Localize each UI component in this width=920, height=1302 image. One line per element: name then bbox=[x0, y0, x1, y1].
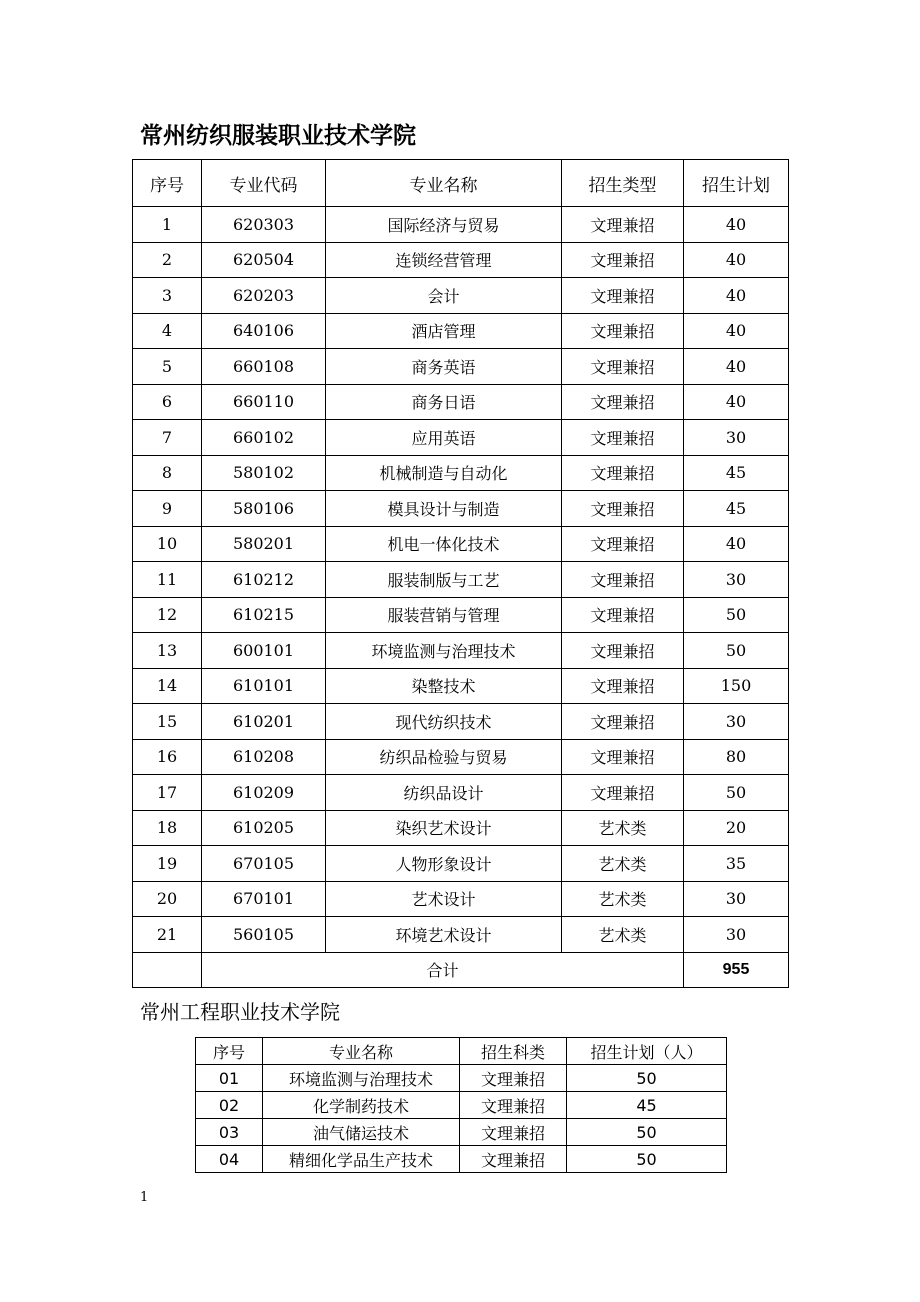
table-header-row bbox=[133, 160, 789, 207]
cell-type: 文理兼招 bbox=[562, 207, 684, 243]
cell-major: 现代纺织技术 bbox=[326, 704, 562, 740]
header-major: 专业名称 bbox=[263, 1038, 460, 1065]
cell-plan: 35 bbox=[684, 846, 789, 882]
cell-plan: 50 bbox=[684, 633, 789, 669]
cell-type: 文理兼招 bbox=[562, 597, 684, 633]
cell-major: 国际经济与贸易 bbox=[326, 207, 562, 243]
cell-code: 610101 bbox=[202, 668, 326, 704]
cell-type: 文理兼招 bbox=[562, 704, 684, 740]
header-index: 序号 bbox=[196, 1038, 263, 1065]
cell-index: 18 bbox=[133, 810, 202, 846]
header-major: 专业名称 bbox=[326, 160, 562, 207]
cell-type: 文理兼招 bbox=[562, 775, 684, 811]
cell-index: 3 bbox=[133, 278, 202, 314]
table-row bbox=[133, 491, 789, 527]
cell-index: 16 bbox=[133, 739, 202, 775]
cell-type: 文理兼招 bbox=[562, 455, 684, 491]
cell-plan: 45 bbox=[684, 491, 789, 527]
cell-major: 油气储运技术 bbox=[263, 1119, 460, 1146]
table-row bbox=[133, 242, 789, 278]
cell-major: 纺织品设计 bbox=[326, 775, 562, 811]
header-type: 招生类型 bbox=[562, 160, 684, 207]
cell-index: 2 bbox=[133, 242, 202, 278]
cell-major: 模具设计与制造 bbox=[326, 491, 562, 527]
cell-type: 文理兼招 bbox=[562, 668, 684, 704]
cell-type: 文理兼招 bbox=[562, 739, 684, 775]
cell-type: 文理兼招 bbox=[562, 384, 684, 420]
cell-code: 610205 bbox=[202, 810, 326, 846]
cell-major: 服装营销与管理 bbox=[326, 597, 562, 633]
cell-plan: 50 bbox=[567, 1146, 727, 1173]
cell-plan: 30 bbox=[684, 420, 789, 456]
cell-plan: 150 bbox=[684, 668, 789, 704]
section1-title: 常州纺织服装职业技术学院 bbox=[140, 123, 416, 149]
cell-code: 620504 bbox=[202, 242, 326, 278]
enrollment-table-2 bbox=[195, 1037, 727, 1173]
cell-type: 文理兼招 bbox=[562, 526, 684, 562]
page-number: 1 bbox=[140, 1190, 149, 1205]
header-code: 专业代码 bbox=[202, 160, 326, 207]
table-row bbox=[133, 917, 789, 953]
cell-type: 文理兼招 bbox=[562, 313, 684, 349]
cell-code: 560105 bbox=[202, 917, 326, 953]
cell-category: 文理兼招 bbox=[460, 1065, 567, 1092]
table-row bbox=[133, 278, 789, 314]
cell-code: 660110 bbox=[202, 384, 326, 420]
cell-major: 纺织品检验与贸易 bbox=[326, 739, 562, 775]
cell-plan: 40 bbox=[684, 242, 789, 278]
cell-plan: 30 bbox=[684, 917, 789, 953]
table-header-row bbox=[196, 1038, 727, 1065]
cell-major: 商务日语 bbox=[326, 384, 562, 420]
cell-code: 610209 bbox=[202, 775, 326, 811]
cell-type: 艺术类 bbox=[562, 846, 684, 882]
cell-index: 13 bbox=[133, 633, 202, 669]
cell-index: 17 bbox=[133, 775, 202, 811]
table-row bbox=[196, 1092, 727, 1119]
cell-index: 4 bbox=[133, 313, 202, 349]
cell-plan: 45 bbox=[684, 455, 789, 491]
table-row bbox=[133, 349, 789, 385]
cell-major: 连锁经营管理 bbox=[326, 242, 562, 278]
cell-major: 商务英语 bbox=[326, 349, 562, 385]
table-row bbox=[133, 739, 789, 775]
table-row bbox=[133, 597, 789, 633]
cell-index: 10 bbox=[133, 526, 202, 562]
table-row bbox=[133, 668, 789, 704]
cell-category: 文理兼招 bbox=[460, 1092, 567, 1119]
cell-code: 620203 bbox=[202, 278, 326, 314]
table-row bbox=[133, 562, 789, 598]
cell-major: 机电一体化技术 bbox=[326, 526, 562, 562]
cell-category: 文理兼招 bbox=[460, 1146, 567, 1173]
cell-major: 环境监测与治理技术 bbox=[326, 633, 562, 669]
cell-code: 640106 bbox=[202, 313, 326, 349]
cell-plan: 30 bbox=[684, 881, 789, 917]
cell-index: 1 bbox=[133, 207, 202, 243]
cell-major: 化学制药技术 bbox=[263, 1092, 460, 1119]
cell-major: 人物形象设计 bbox=[326, 846, 562, 882]
cell-index: 9 bbox=[133, 491, 202, 527]
cell-plan: 50 bbox=[684, 597, 789, 633]
cell-code: 620303 bbox=[202, 207, 326, 243]
cell-index: 12 bbox=[133, 597, 202, 633]
cell-major: 精细化学品生产技术 bbox=[263, 1146, 460, 1173]
cell-type: 文理兼招 bbox=[562, 562, 684, 598]
table-row bbox=[133, 313, 789, 349]
cell-index: 21 bbox=[133, 917, 202, 953]
cell-major: 会计 bbox=[326, 278, 562, 314]
header-category: 招生科类 bbox=[460, 1038, 567, 1065]
cell-code: 670101 bbox=[202, 881, 326, 917]
table-row bbox=[133, 420, 789, 456]
table-row bbox=[133, 455, 789, 491]
cell-code: 660108 bbox=[202, 349, 326, 385]
table-row bbox=[133, 633, 789, 669]
cell-index: 6 bbox=[133, 384, 202, 420]
cell-major: 环境艺术设计 bbox=[326, 917, 562, 953]
table-row bbox=[133, 810, 789, 846]
cell-index: 01 bbox=[196, 1065, 263, 1092]
cell-code: 610215 bbox=[202, 597, 326, 633]
cell-type: 艺术类 bbox=[562, 810, 684, 846]
table-row bbox=[133, 526, 789, 562]
cell-plan: 30 bbox=[684, 704, 789, 740]
cell-type: 艺术类 bbox=[562, 917, 684, 953]
total-row bbox=[133, 952, 789, 988]
cell-type: 文理兼招 bbox=[562, 242, 684, 278]
table-row bbox=[133, 384, 789, 420]
header-index: 序号 bbox=[133, 160, 202, 207]
cell-code: 670105 bbox=[202, 846, 326, 882]
cell-index: 15 bbox=[133, 704, 202, 740]
cell-plan: 50 bbox=[567, 1065, 727, 1092]
table-row bbox=[196, 1146, 727, 1173]
cell-type: 文理兼招 bbox=[562, 278, 684, 314]
cell-major: 酒店管理 bbox=[326, 313, 562, 349]
cell-major: 艺术设计 bbox=[326, 881, 562, 917]
table-row bbox=[133, 207, 789, 243]
cell-plan: 40 bbox=[684, 207, 789, 243]
cell-code: 610201 bbox=[202, 704, 326, 740]
cell-plan: 50 bbox=[684, 775, 789, 811]
cell-major: 服装制版与工艺 bbox=[326, 562, 562, 598]
header-plan: 招生计划（人） bbox=[567, 1038, 727, 1065]
cell-plan: 40 bbox=[684, 384, 789, 420]
cell-type: 文理兼招 bbox=[562, 633, 684, 669]
cell-plan: 80 bbox=[684, 739, 789, 775]
table-row bbox=[133, 846, 789, 882]
cell-major: 染整技术 bbox=[326, 668, 562, 704]
table-row bbox=[196, 1119, 727, 1146]
cell-major: 应用英语 bbox=[326, 420, 562, 456]
cell-code: 610212 bbox=[202, 562, 326, 598]
enrollment-table-1 bbox=[132, 159, 789, 988]
cell-index: 02 bbox=[196, 1092, 263, 1119]
header-plan: 招生计划 bbox=[684, 160, 789, 207]
table-row bbox=[196, 1065, 727, 1092]
cell-code: 580201 bbox=[202, 526, 326, 562]
cell-type: 文理兼招 bbox=[562, 420, 684, 456]
cell-plan: 30 bbox=[684, 562, 789, 598]
cell-major: 染织艺术设计 bbox=[326, 810, 562, 846]
total-label: 合计 bbox=[202, 952, 684, 988]
cell-major: 环境监测与治理技术 bbox=[263, 1065, 460, 1092]
table-row bbox=[133, 775, 789, 811]
cell-major: 机械制造与自动化 bbox=[326, 455, 562, 491]
cell-category: 文理兼招 bbox=[460, 1119, 567, 1146]
cell-code: 610208 bbox=[202, 739, 326, 775]
cell-index: 14 bbox=[133, 668, 202, 704]
cell-plan: 40 bbox=[684, 526, 789, 562]
total-blank-cell bbox=[133, 952, 202, 988]
cell-plan: 40 bbox=[684, 278, 789, 314]
cell-index: 5 bbox=[133, 349, 202, 385]
cell-type: 艺术类 bbox=[562, 881, 684, 917]
cell-code: 580102 bbox=[202, 455, 326, 491]
cell-plan: 50 bbox=[567, 1119, 727, 1146]
section2-title: 常州工程职业技术学院 bbox=[140, 1000, 340, 1024]
cell-index: 19 bbox=[133, 846, 202, 882]
cell-type: 文理兼招 bbox=[562, 491, 684, 527]
table-row bbox=[133, 881, 789, 917]
cell-plan: 20 bbox=[684, 810, 789, 846]
cell-code: 580106 bbox=[202, 491, 326, 527]
cell-plan: 40 bbox=[684, 313, 789, 349]
cell-index: 20 bbox=[133, 881, 202, 917]
cell-index: 8 bbox=[133, 455, 202, 491]
table-row bbox=[133, 704, 789, 740]
cell-code: 660102 bbox=[202, 420, 326, 456]
cell-index: 7 bbox=[133, 420, 202, 456]
cell-index: 03 bbox=[196, 1119, 263, 1146]
cell-type: 文理兼招 bbox=[562, 349, 684, 385]
cell-plan: 45 bbox=[567, 1092, 727, 1119]
total-value: 955 bbox=[684, 952, 789, 988]
cell-plan: 40 bbox=[684, 349, 789, 385]
cell-index: 04 bbox=[196, 1146, 263, 1173]
cell-index: 11 bbox=[133, 562, 202, 598]
cell-code: 600101 bbox=[202, 633, 326, 669]
